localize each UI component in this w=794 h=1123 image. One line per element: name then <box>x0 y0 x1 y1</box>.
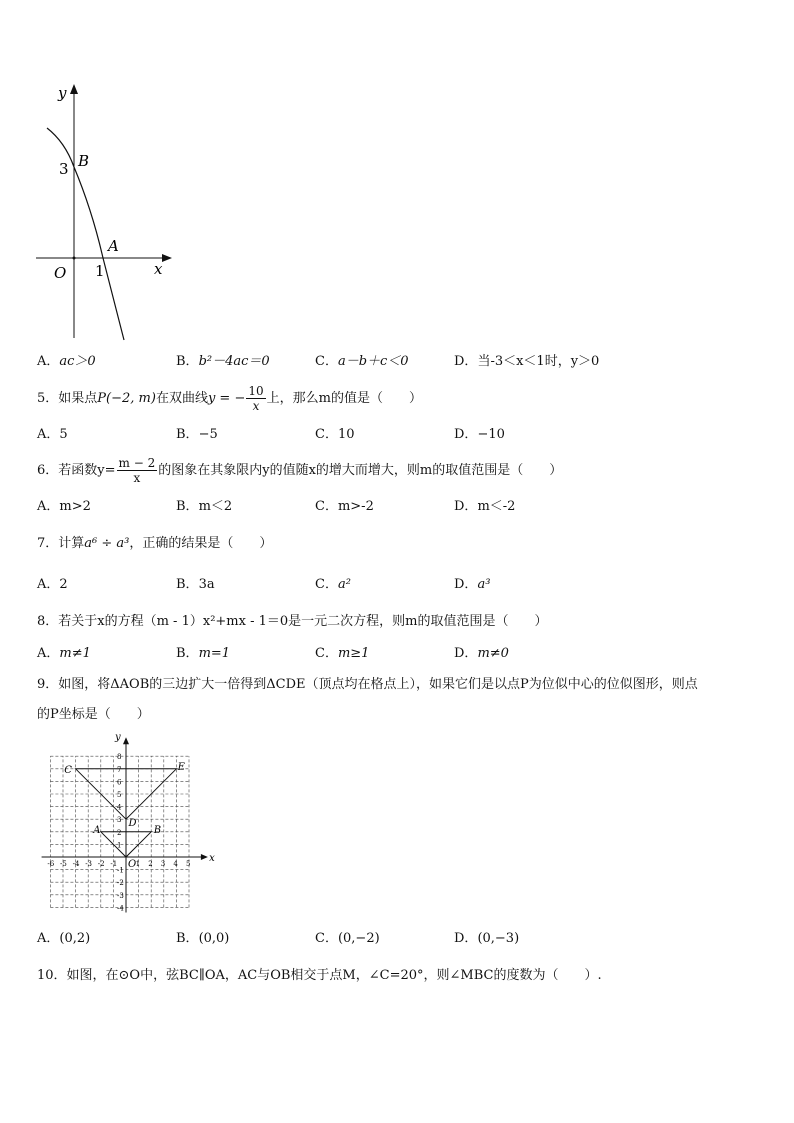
y-tick-label: -1 <box>117 866 124 875</box>
x-tick-label: 5 <box>186 860 191 868</box>
q8-stem-text: 8．若关于x的方程（m - 1）x²+mx - 1＝0是一元二次方程，则m的取值范围是（ ） <box>37 614 548 629</box>
option-letter: A． <box>37 427 60 442</box>
x-tick-label: -6 <box>47 860 55 868</box>
option-text: m=1 <box>198 646 231 661</box>
tick-3-label: 3 <box>59 160 69 178</box>
tick-1-label: 1 <box>95 262 105 280</box>
option-letter: B． <box>176 427 199 442</box>
point-b-label: B <box>78 152 90 170</box>
grid-tick-labels <box>47 732 215 913</box>
option-letter: D． <box>454 646 478 661</box>
q6-option-a[interactable] <box>37 499 91 515</box>
q7-expression: a⁶ ÷ a³ <box>84 536 130 551</box>
y-tick-label: -3 <box>117 891 124 900</box>
y-axis-arrow <box>70 84 78 94</box>
q9-option-c[interactable] <box>315 931 380 947</box>
point-a-label: A <box>93 824 101 836</box>
q9-stem-text: 的P坐标是（ ） <box>37 707 150 722</box>
y-tick-label: 4 <box>117 803 122 812</box>
q6-option-d[interactable] <box>454 499 515 515</box>
q6-stem <box>37 456 562 485</box>
q8-stem <box>37 614 547 630</box>
option-text: a³ <box>477 577 491 592</box>
option-text: a－b＋c＜0 <box>337 354 409 369</box>
option-text: (0,−3) <box>477 931 520 946</box>
q5-option-d[interactable] <box>454 427 505 443</box>
option-letter: A． <box>37 354 60 369</box>
option-text: 10 <box>337 427 355 442</box>
q4-option-d[interactable] <box>454 354 599 370</box>
option-text: 5 <box>59 427 68 442</box>
option-letter: C． <box>315 931 338 946</box>
option-letter: C． <box>315 354 338 369</box>
option-letter: C． <box>315 427 338 442</box>
q5-stem <box>37 384 422 413</box>
q5-option-c[interactable] <box>315 427 355 443</box>
q9-option-a[interactable] <box>37 931 90 947</box>
q7-stem-pre: 7．计算 <box>37 536 85 551</box>
q5-option-b[interactable] <box>176 427 218 443</box>
q7-option-d[interactable] <box>454 577 490 593</box>
q5-fraction-denominator: x <box>252 399 260 413</box>
x-tick-label: -3 <box>85 860 93 868</box>
q6-option-c[interactable] <box>315 499 374 515</box>
option-letter: A． <box>37 499 60 514</box>
option-text: m＜-2 <box>477 499 516 514</box>
q6-option-b[interactable] <box>176 499 232 515</box>
option-text: −5 <box>198 427 218 442</box>
q5-stem-pre: 5．如果点 <box>37 391 98 406</box>
q4-option-b[interactable] <box>176 354 270 370</box>
option-letter: B． <box>176 499 199 514</box>
option-letter: D． <box>454 354 478 369</box>
q6-fraction-denominator: x <box>133 471 141 485</box>
x-axis-label: x <box>154 260 163 278</box>
q7-option-a[interactable] <box>37 577 68 593</box>
option-letter: D． <box>454 499 478 514</box>
q5-option-a[interactable] <box>37 427 68 443</box>
q8-option-b[interactable] <box>176 646 230 662</box>
y-tick-label: 3 <box>117 816 122 825</box>
option-text: m＜2 <box>198 499 233 514</box>
option-letter: A． <box>37 931 60 946</box>
q9-stem-line2 <box>37 707 150 723</box>
x-axis-arrow <box>162 254 172 262</box>
option-text: (0,2) <box>59 931 91 946</box>
origin-label: O <box>128 859 137 870</box>
q6-fraction <box>117 456 158 485</box>
q7-option-b[interactable] <box>176 577 215 593</box>
x-tick-label: 3 <box>160 860 166 868</box>
option-letter: D． <box>454 427 478 442</box>
q10-stem <box>37 968 602 984</box>
y-tick-label: 6 <box>117 778 122 787</box>
x-tick-label: 1 <box>135 860 141 868</box>
option-text: b²－4ac＝0 <box>198 354 270 369</box>
x-tick-label: 2 <box>148 860 153 868</box>
option-text: m≠1 <box>59 646 91 661</box>
option-text: 当-3＜x＜1时，y＞0 <box>477 354 600 369</box>
q9-stem-line1 <box>37 677 698 693</box>
option-letter: B． <box>176 931 199 946</box>
option-text: 2 <box>59 577 68 592</box>
option-text: m≠0 <box>477 646 509 661</box>
q5-fraction-numerator: 10 <box>248 384 264 398</box>
option-text: 3a <box>198 577 215 592</box>
option-text: (0,0) <box>198 931 230 946</box>
y-tick-label: 8 <box>117 753 122 762</box>
option-letter: C． <box>315 499 338 514</box>
parabola-figure <box>30 80 180 345</box>
q5-stem-post: 上，那么m的值是（ ） <box>266 391 422 406</box>
option-text: m>-2 <box>337 499 374 514</box>
q9-option-d[interactable] <box>454 931 519 947</box>
option-text: ac＞0 <box>59 354 96 369</box>
q5-stem-mid: 在双曲线 <box>155 391 208 406</box>
q4-option-a[interactable] <box>37 354 96 370</box>
point-b-label: B <box>153 824 162 836</box>
point-e-label: E <box>177 761 185 773</box>
y-tick-label: 5 <box>117 791 122 799</box>
y-axis-arrow <box>123 737 129 744</box>
y-tick-label: 2 <box>117 828 122 837</box>
x-axis-arrow <box>201 854 208 860</box>
x-tick-label: -5 <box>60 860 67 868</box>
q10-stem-text: 10．如图，在⊙O中，弦BC∥OA，AC与OB相交于点M，∠C=20°，则∠MBC的度数为（ ）. <box>37 968 602 983</box>
y-tick-label: -4 <box>117 904 124 913</box>
option-letter: D． <box>454 931 478 946</box>
coordinate-grid-figure <box>38 730 218 915</box>
y-axis-label: y <box>115 731 121 743</box>
option-text: a² <box>337 577 351 592</box>
y-tick-label: 7 <box>117 765 122 774</box>
x-tick-label: -2 <box>97 860 105 868</box>
q5-fraction <box>246 384 265 413</box>
q5-point: P(−2, m) <box>97 391 156 406</box>
option-letter: C． <box>315 646 338 661</box>
origin-label: O <box>54 264 67 282</box>
q9-stem-text: 9．如图，将ΔAOB的三边扩大一倍得到ΔCDE（顶点均在格点上），如果它们是以点P为位似中心的位似图形，则点 <box>37 677 698 692</box>
option-letter: A． <box>37 646 60 661</box>
point-a-label: A <box>108 237 119 255</box>
y-tick-label: 1 <box>117 841 122 850</box>
x-tick-label: 4 <box>173 860 178 868</box>
option-text: m>2 <box>59 499 91 514</box>
q7-stem <box>37 536 272 552</box>
q8-option-c[interactable] <box>315 646 369 662</box>
option-letter: A． <box>37 577 60 592</box>
origin-dot <box>73 257 76 260</box>
y-tick-label: -2 <box>117 879 124 888</box>
q7-option-c[interactable] <box>315 577 351 593</box>
x-tick-label: -1 <box>110 860 118 868</box>
q6-fraction-numerator: m − 2 <box>118 456 156 470</box>
option-text: −10 <box>477 427 505 442</box>
x-tick-label: -4 <box>72 860 80 868</box>
q8-option-d[interactable] <box>454 646 509 662</box>
option-letter: B． <box>176 646 199 661</box>
option-letter: D． <box>454 577 478 592</box>
q9-option-b[interactable] <box>176 931 229 947</box>
option-letter: B． <box>176 354 199 369</box>
option-text: m≥1 <box>337 646 370 661</box>
q6-stem-pre: 6．若函数y= <box>37 463 116 478</box>
y-axis-label: y <box>58 84 67 102</box>
x-axis-label: x <box>209 853 215 864</box>
point-d-label: D <box>128 818 137 830</box>
q6-stem-post: 的图象在其象限内y的值随x的增大而增大，则m的取值范围是（ ） <box>158 463 563 478</box>
option-letter: C． <box>315 577 338 592</box>
option-text: (0,−2) <box>337 931 380 946</box>
q7-stem-post: ，正确的结果是（ ） <box>129 536 273 551</box>
point-c-label: C <box>64 764 72 776</box>
q5-equation-left: y = − <box>207 391 246 406</box>
q4-option-c[interactable] <box>315 354 409 370</box>
option-letter: B． <box>176 577 199 592</box>
q8-option-a[interactable] <box>37 646 91 662</box>
